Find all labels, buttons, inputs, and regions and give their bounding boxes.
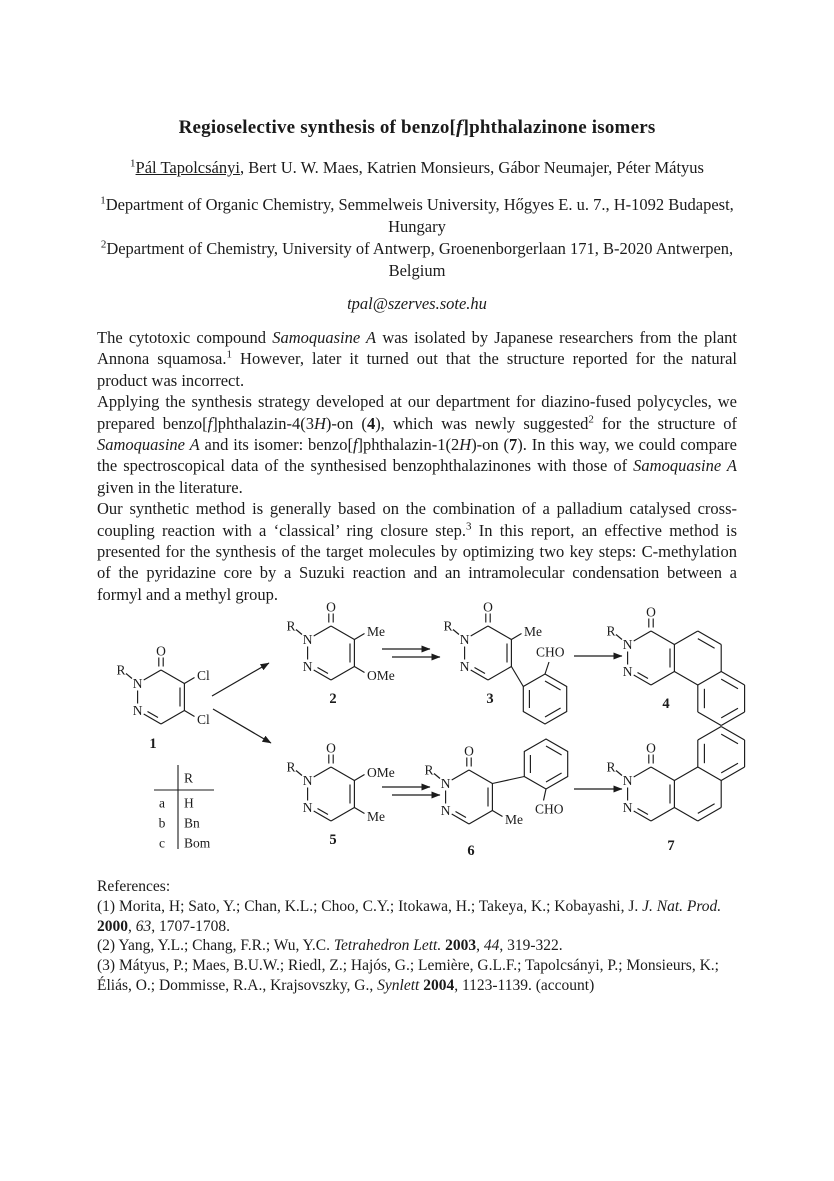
author-footnote-mark: 1	[130, 157, 136, 170]
bond	[698, 639, 715, 649]
text-segment: , Bert U. W. Maes, Katrien Monsieurs, Gábor Neumajer, Péter Mátyus	[239, 158, 704, 177]
compound-3-structure	[443, 600, 566, 725]
bond	[354, 775, 364, 781]
citation-mark: 2	[588, 413, 594, 426]
substituent-label: OMe	[367, 668, 395, 683]
reference-2	[97, 936, 749, 956]
bond	[721, 767, 744, 781]
references-heading: References:	[97, 878, 171, 895]
bond	[721, 727, 744, 741]
substituent-label: Cl	[197, 712, 210, 727]
substituent-label: Cl	[197, 668, 210, 683]
text-segment: Samoquasine A	[633, 456, 737, 476]
citation-mark: 1	[226, 348, 232, 361]
text-segment: (3) Mátyus, P.; Maes, B.U.W.; Riedl, Z.; Hajós, G.; Lemière, G.L.F.; Tapolcsányi, P.; Monsieurs, K.; Éliás, O.; Dommisse, R.A., Krajsovszky, G.,	[97, 957, 719, 994]
bond	[545, 708, 561, 717]
text-segment: Regioselective synthesis of benzo[	[178, 117, 457, 138]
bond	[545, 662, 549, 674]
bond	[698, 804, 715, 814]
bond	[545, 681, 561, 690]
table-row-value: Bn	[184, 815, 200, 831]
compound-number: 2	[329, 691, 337, 707]
compound-number: 7	[667, 838, 675, 854]
text-segment: for the structure of	[593, 413, 737, 433]
bond	[698, 712, 721, 726]
substituent-label: Me	[505, 812, 523, 827]
author-name-underlined: Pál Tapolcsányi	[135, 158, 240, 177]
bond	[354, 667, 364, 673]
affiliation-2	[97, 238, 737, 282]
compound-2-structure	[286, 600, 394, 708]
text-segment: H	[313, 413, 326, 433]
table-row-value: Bom	[184, 835, 211, 851]
text-segment: Applying the synthesis strategy developed at our department for diazino-fused polycycles, we prepared benzo[	[97, 392, 737, 433]
journal-name: Tetrahedron Lett.	[333, 937, 442, 955]
text-segment: Our synthetic method is generally based on the combination of a palladium catalysed cross-coupling reaction with a ‘classical’ ring closure step.	[97, 499, 737, 540]
compound-7-structure	[606, 727, 744, 855]
text-segment: (2) Yang, Y.L.; Chang, F.R.; Wu, Y.C.	[97, 937, 334, 955]
text-segment: In this report, an effective method is presented for the synthesis of the target molecules by optimizing two key steps: C-methylation of the pyridazine core by a Suzuki reaction and an intramolecular condensation between a formyl and a methyl group.	[97, 520, 737, 604]
text-segment: and its isomer: benzo[	[199, 435, 353, 455]
substituent-label: Me	[367, 624, 385, 639]
text-segment: ,	[128, 917, 136, 935]
table-row-key: c	[159, 835, 165, 851]
text-segment: given in the literature.	[97, 477, 243, 497]
bond	[721, 763, 738, 773]
text-segment: ]phthalazin-1(2	[357, 435, 460, 455]
bond	[674, 631, 697, 645]
formyl-group-label: CHO	[536, 644, 565, 660]
table-row-value: H	[184, 795, 194, 811]
publication-year: 2004	[423, 976, 455, 994]
reaction-arrow	[213, 709, 271, 743]
bond	[674, 767, 697, 781]
text-segment: However, later it turned out that the structure reported for the natural product was incorrect.	[97, 349, 737, 390]
text-segment: , 1707-1708.	[151, 917, 231, 935]
text-segment: ). In this way, we could compare the spectroscopical data of the synthesised benzophthalazinones with those of	[97, 435, 737, 476]
text-segment: The cytotoxic compound	[97, 328, 273, 347]
text-segment: ]phthalazin-4(3	[212, 413, 314, 433]
bond	[698, 767, 721, 781]
r-group-table	[154, 765, 214, 851]
compound-number: 4	[662, 696, 670, 712]
bond	[544, 789, 547, 801]
journal-name: J. Nat. Prod.	[642, 897, 722, 915]
volume-number: 44	[483, 937, 500, 955]
substituent-label: Me	[524, 624, 542, 639]
bond	[721, 679, 738, 689]
compound-number: 1	[149, 736, 157, 752]
compound-number-ref: 4	[366, 413, 376, 433]
text-segment: f	[456, 117, 463, 138]
bond	[184, 678, 194, 684]
bond	[184, 711, 194, 717]
text-segment: f	[207, 413, 213, 433]
text-segment: ), which was newly suggested	[375, 413, 589, 433]
compound-number-ref: 7	[509, 435, 518, 455]
citation-mark: 3	[466, 520, 472, 533]
formyl-group-label: CHO	[535, 801, 564, 817]
text-segment: ]phthalazinone isomers	[462, 117, 656, 138]
bond	[354, 808, 364, 814]
volume-number: 63	[135, 917, 152, 935]
reaction-scheme	[96, 597, 756, 869]
table-header: R	[184, 770, 194, 786]
text-segment: Samoquasine A	[97, 435, 200, 455]
text-segment: Department of Chemistry, University of Antwerp, Groenenborgerlaan 171, B-2020 Antwerpen, Belgium	[106, 239, 734, 280]
text-segment: Department of Organic Chemistry, Semmelweis University, Hőgyes E. u. 7., H-1092 Budapest, Hungary	[105, 195, 734, 236]
bond	[492, 811, 502, 817]
text-segment: ,	[476, 937, 484, 955]
bond	[546, 773, 562, 782]
table-row-key: b	[158, 815, 166, 831]
text-segment: , 1123-1139. (account)	[454, 976, 595, 994]
bond	[511, 667, 523, 687]
text-segment: was isolated by Japanese researchers from the plant Annona squamosa.	[97, 328, 737, 369]
publication-year: 2003	[445, 937, 477, 955]
abstract-paragraph-2	[97, 391, 737, 498]
text-segment: , 319-322.	[499, 937, 563, 955]
abstract-body	[97, 327, 737, 605]
bond	[721, 708, 738, 718]
bond	[698, 672, 721, 686]
publication-year: 2000	[97, 917, 128, 935]
affiliation-footnote-mark: 1	[100, 194, 106, 207]
reference-1	[97, 897, 749, 937]
email-address: tpal@szerves.sote.hu	[347, 294, 487, 313]
abstract-paragraph-3	[97, 498, 737, 605]
page-title	[97, 117, 737, 139]
bond	[698, 808, 721, 822]
compound-4-structure	[606, 605, 744, 726]
text-segment: )-on (	[471, 435, 510, 455]
reference-3	[97, 956, 749, 996]
compound-5-structure	[286, 741, 394, 849]
compound-number: 3	[486, 691, 494, 707]
bond	[674, 672, 697, 686]
bond	[674, 808, 697, 822]
bond	[721, 734, 738, 744]
text-segment: Samoquasine A	[272, 328, 377, 347]
text-segment: H	[459, 435, 472, 455]
text-segment: )-on (	[325, 413, 367, 433]
text-segment: (1) Morita, H; Sato, Y.; Chan, K.L.; Choo, C.Y.; Itokawa, H.; Takeya, K.; Kobayashi, J.	[97, 897, 643, 915]
compound-1-structure	[116, 644, 210, 753]
bond	[698, 631, 721, 645]
table-row-key: a	[159, 795, 165, 811]
substituent-label: Me	[367, 809, 385, 824]
compound-number: 5	[329, 832, 337, 848]
compound-6-structure	[424, 739, 567, 859]
bond	[546, 746, 562, 755]
bond	[511, 634, 521, 640]
abstract-paragraph-1	[97, 327, 737, 391]
authors-line	[97, 158, 737, 178]
bond	[721, 672, 744, 686]
bond	[698, 727, 721, 741]
bond	[492, 777, 524, 784]
bond	[721, 712, 744, 726]
reaction-arrow	[212, 663, 269, 696]
compound-number: 6	[467, 843, 475, 859]
affiliation-1	[97, 194, 737, 238]
bond	[354, 634, 364, 640]
text-segment: f	[352, 435, 358, 455]
text-column	[97, 117, 737, 605]
journal-name: Synlett	[377, 976, 420, 994]
substituent-label: OMe	[367, 765, 395, 780]
references-section	[97, 877, 749, 996]
affiliation-footnote-mark: 2	[100, 238, 107, 251]
